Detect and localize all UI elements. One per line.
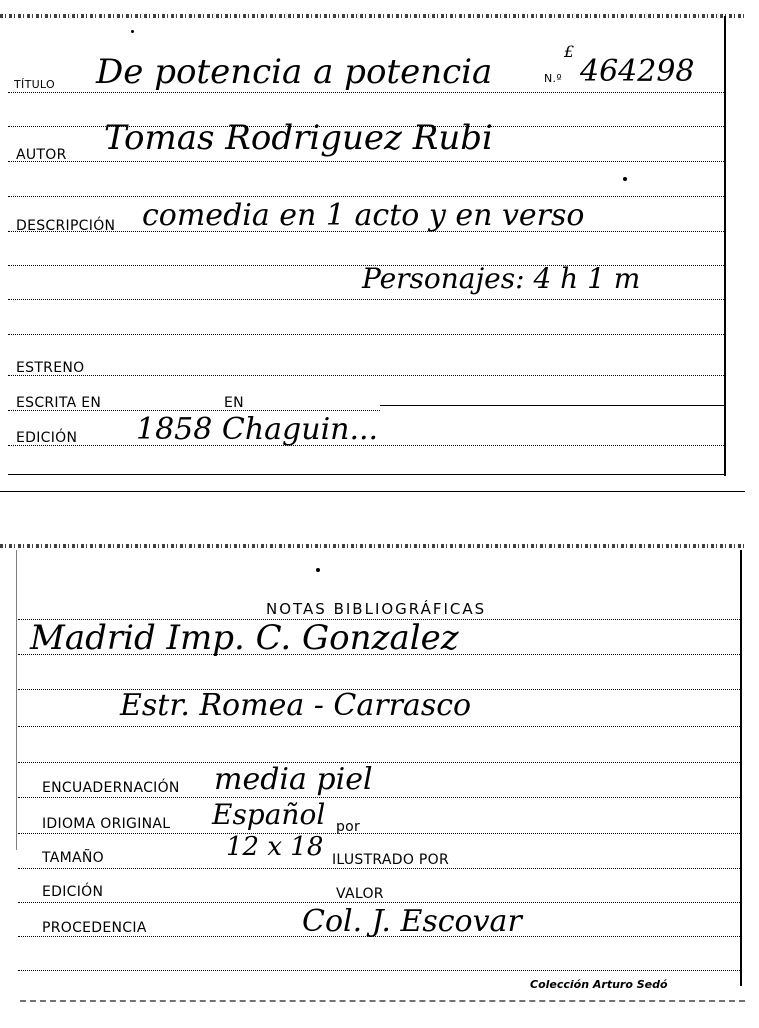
rule-line xyxy=(18,833,740,834)
card-bottom-edge xyxy=(20,1000,745,1002)
ink-speck xyxy=(316,568,320,572)
personajes-value: Personajes: 4 h 1 m xyxy=(362,262,641,295)
valor-label: VALOR xyxy=(336,886,384,902)
tamano-value: 12 x 18 xyxy=(226,832,324,862)
collection-footer: Colección Arturo Sedó xyxy=(530,978,668,991)
descripcion-label: DESCRIPCIÓN xyxy=(16,218,116,234)
tamano-label: TAMAÑO xyxy=(42,850,104,866)
rule-line xyxy=(8,299,724,300)
edicion-label: EDICIÓN xyxy=(42,884,104,900)
idioma-value: Español xyxy=(212,798,326,831)
encuadernacion-value: media piel xyxy=(214,762,373,797)
rule-line xyxy=(8,92,724,93)
rule-line xyxy=(18,762,740,763)
rule-line xyxy=(18,726,740,727)
page-divider xyxy=(0,491,745,492)
rule-line xyxy=(8,334,724,335)
rule-line xyxy=(8,161,724,162)
card-border-right xyxy=(724,16,726,476)
rule-line xyxy=(8,375,724,376)
procedencia-label: PROCEDENCIA xyxy=(42,920,147,936)
notes-line-1: Madrid Imp. C. Gonzalez xyxy=(30,618,459,658)
ink-speck xyxy=(131,30,134,33)
notas-heading: NOTAS BIBLIOGRÁFICAS xyxy=(266,600,487,618)
notes-line-2: Estr. Romea - Carrasco xyxy=(120,688,472,723)
rule-line xyxy=(18,797,740,798)
por-label: por xyxy=(336,819,361,835)
numero-prefix-mark: £ xyxy=(564,42,575,61)
escrita-en-label: ESCRITA EN xyxy=(16,395,102,411)
rule-line xyxy=(8,196,724,197)
numero-label: N.º xyxy=(544,72,562,85)
edicion-value: 1858 Chaguin... xyxy=(136,412,379,447)
card-border-right xyxy=(740,550,742,986)
autor-value: Tomas Rodriguez Rubi xyxy=(104,118,493,158)
rule-line xyxy=(18,868,740,869)
ilustrado-label: ILUSTRADO POR xyxy=(332,852,449,868)
titulo-value: De potencia a potencia xyxy=(96,52,493,92)
card-edge xyxy=(0,14,745,18)
en-label: EN xyxy=(224,395,244,411)
card-edge xyxy=(0,544,745,548)
rule-line xyxy=(380,405,724,406)
numero-value: 464298 xyxy=(580,54,695,89)
autor-label: AUTOR xyxy=(16,147,67,163)
titulo-label: TÍTULO xyxy=(14,78,55,91)
catalog-card-front xyxy=(0,0,759,492)
estreno-label: ESTRENO xyxy=(16,360,85,376)
rule-line xyxy=(8,474,724,475)
descripcion-value: comedia en 1 acto y en verso xyxy=(142,198,585,233)
edicion-label: EDICIÓN xyxy=(16,430,78,446)
procedencia-value: Col. J. Escovar xyxy=(302,904,522,939)
rule-line xyxy=(18,902,740,903)
encuadernacion-label: ENCUADERNACIÓN xyxy=(42,780,180,796)
card-border-left xyxy=(16,550,17,850)
idioma-label: IDIOMA ORIGINAL xyxy=(42,816,171,832)
rule-line xyxy=(18,970,740,971)
ink-speck xyxy=(623,177,627,181)
catalog-card-back xyxy=(0,540,759,1028)
